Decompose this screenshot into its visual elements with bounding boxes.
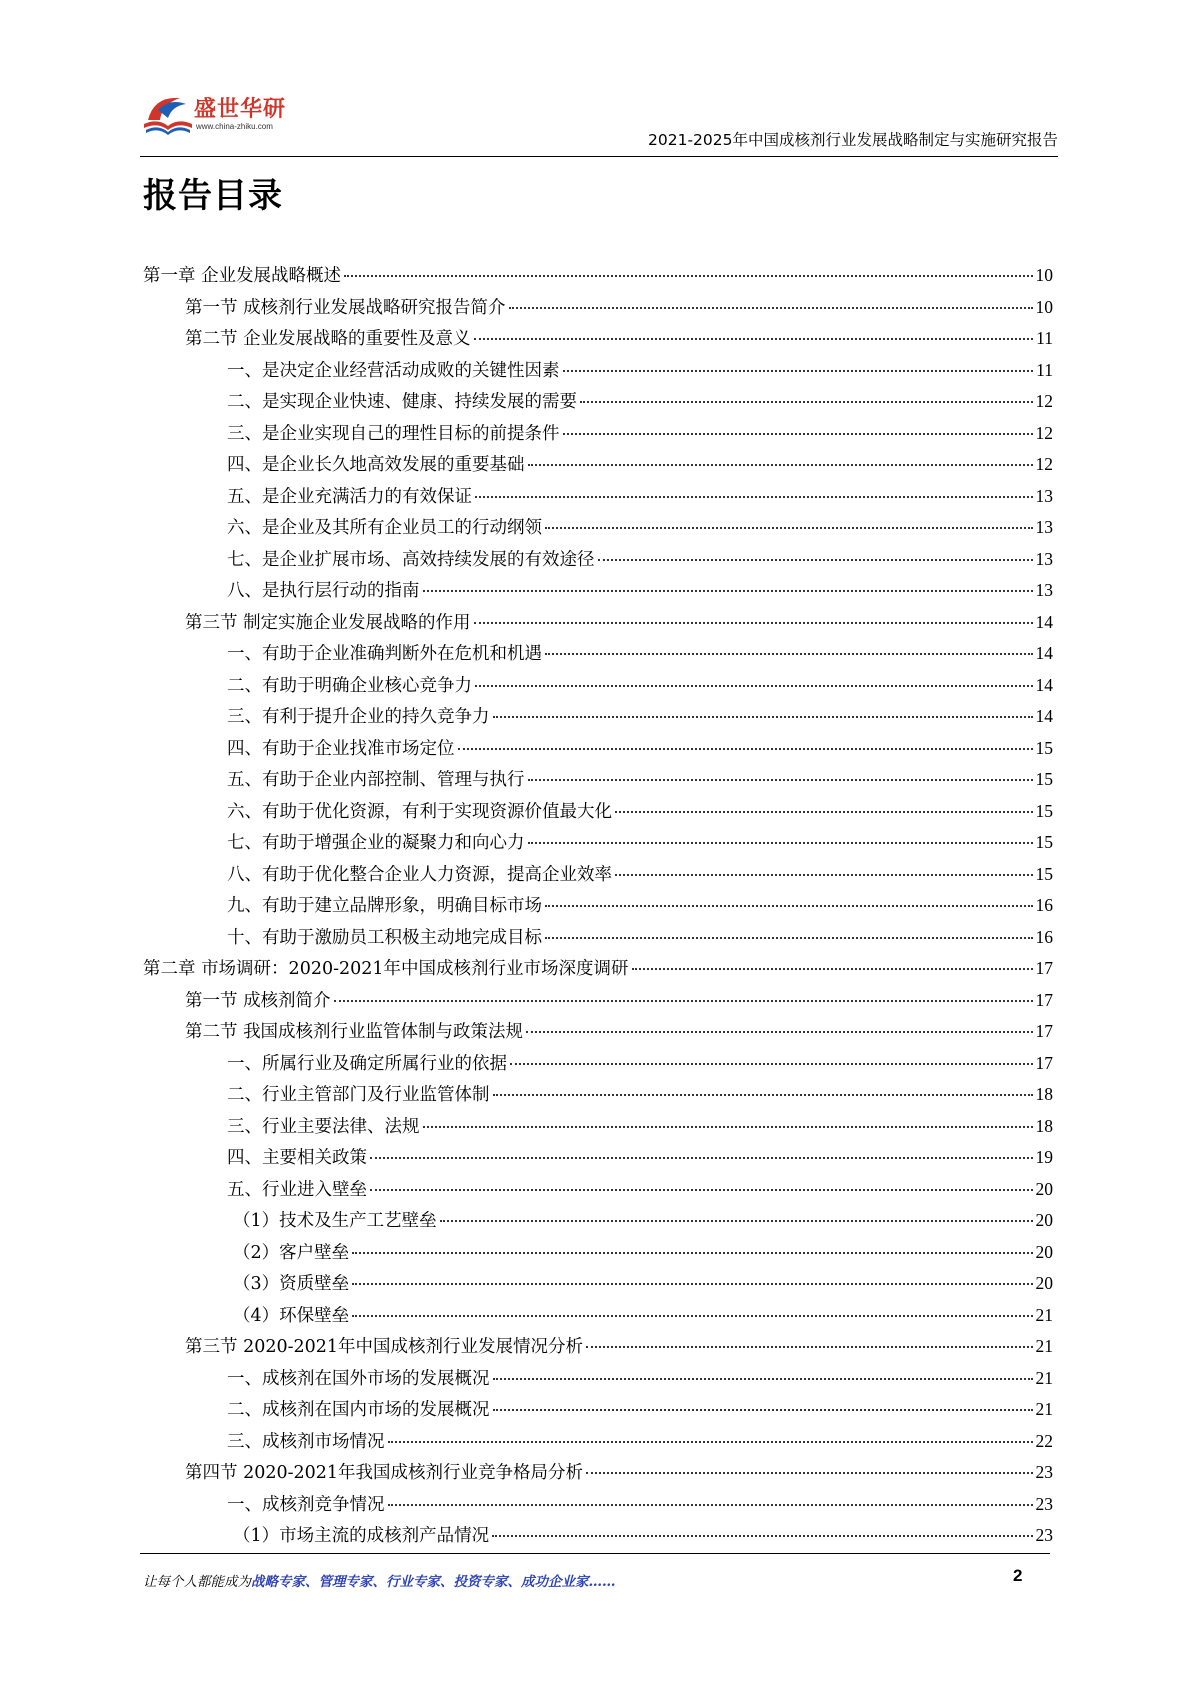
toc-entry-page: 21 <box>1035 1336 1053 1356</box>
toc-entry[interactable] <box>143 1522 1053 1554</box>
toc-entry-title: 第一章 企业发展战略概述 <box>143 266 342 286</box>
toc-entry-page: 11 <box>1036 328 1053 348</box>
toc-leader-dots <box>545 527 1033 529</box>
toc-leader-dots <box>528 842 1033 844</box>
toc-entry-page: 23 <box>1035 1493 1053 1514</box>
toc-entry-title: （3）资质壁垒 <box>233 1274 350 1294</box>
page-number: 2 <box>1013 1566 1023 1585</box>
toc-entry[interactable] <box>143 1428 1053 1460</box>
toc-entry-title: 第二节 我国成核剂行业监管体制与政策法规 <box>185 1022 524 1042</box>
toc-entry-page: 22 <box>1035 1430 1053 1451</box>
toc-leader-dots <box>492 1535 1032 1537</box>
toc-entry-title: 一、有助于企业准确判断外在危机和机遇 <box>227 644 542 664</box>
toc-leader-dots <box>586 1472 1032 1474</box>
toc-leader-dots <box>493 1409 1033 1411</box>
toc-entry[interactable] <box>143 514 1053 546</box>
toc-entry-title: 第一节 成核剂行业发展战略研究报告简介 <box>185 297 506 318</box>
toc-leader-dots <box>615 874 1033 876</box>
toc-entry[interactable] <box>143 987 1053 1019</box>
toc-entry-title: 五、有助于企业内部控制、管理与执行 <box>227 770 525 790</box>
toc-entry-page: 13 <box>1035 548 1053 569</box>
toc-entry-title: 三、有利于提升企业的持久竞争力 <box>227 707 490 727</box>
toc-leader-dots <box>352 1252 1032 1254</box>
toc-entry-title: （2）客户壁垒 <box>233 1242 350 1263</box>
toc-leader-dots <box>458 748 1033 750</box>
footer-slogan <box>143 1570 616 1590</box>
brand-name: 盛世华研 <box>194 97 287 122</box>
toc-entry-page: 14 <box>1035 706 1053 726</box>
toc-leader-dots <box>586 1346 1032 1348</box>
toc-entry-title: 三、行业主要法律、法规 <box>227 1116 420 1137</box>
company-logo <box>140 84 310 144</box>
toc-leader-dots <box>344 275 1032 277</box>
toc-entry-title: 第二节 企业发展战略的重要性及意义 <box>185 329 471 349</box>
toc-entry-page: 13 <box>1035 517 1053 537</box>
toc-entry[interactable] <box>143 420 1053 452</box>
toc-entry-title: 一、是决定企业经营活动成败的关键性因素 <box>227 360 560 381</box>
toc-entry-title: 二、成核剂在国内市场的发展概况 <box>227 1400 490 1420</box>
toc-entry-page: 16 <box>1035 926 1053 947</box>
toc-entry-title: 二、是实现企业快速、健康、持续发展的需要 <box>227 392 577 412</box>
page-title: 报告目录 <box>143 176 283 216</box>
toc-entry-page: 18 <box>1035 1084 1053 1104</box>
footer-slogan-lead: 让每个人都能成为 <box>143 1574 251 1590</box>
toc-entry[interactable] <box>143 1365 1053 1397</box>
toc-entry-page: 21 <box>1035 1304 1053 1325</box>
toc-entry[interactable] <box>143 577 1053 609</box>
toc-entry-page: 17 <box>1035 989 1053 1010</box>
toc-leader-dots <box>388 1504 1033 1506</box>
toc-entry-page: 17 <box>1035 1052 1053 1073</box>
toc-entry-title: 四、有助于企业找准市场定位 <box>227 738 455 759</box>
toc-leader-dots <box>528 779 1033 781</box>
toc-entry[interactable] <box>143 829 1053 861</box>
toc-entry-page: 15 <box>1035 832 1053 852</box>
toc-entry-title: 四、主要相关政策 <box>227 1148 367 1168</box>
footer-slogan-highlight: 战略专家、管理专家、行业专家、投资专家、成功企业家…… <box>251 1574 616 1590</box>
toc-entry-page: 20 <box>1035 1210 1053 1230</box>
toc-entry-page: 17 <box>1035 958 1053 978</box>
toc-leader-dots <box>510 1063 1033 1065</box>
toc-leader-dots <box>528 464 1033 466</box>
toc-entry[interactable] <box>143 388 1053 420</box>
toc-entry[interactable] <box>143 924 1053 956</box>
toc-entry[interactable] <box>143 483 1053 515</box>
toc-entry-title: 第二章 市场调研：2020-2021年中国成核剂行业市场深度调研 <box>143 959 629 979</box>
toc-entry-page: 17 <box>1035 1021 1053 1041</box>
toc-leader-dots <box>352 1283 1032 1285</box>
toc-entry[interactable] <box>143 1239 1053 1271</box>
toc-leader-dots <box>475 685 1033 687</box>
toc-leader-dots <box>475 496 1033 498</box>
toc-entry-title: 九、有助于建立品牌形象，明确目标市场 <box>227 896 542 916</box>
toc-entry-page: 11 <box>1036 359 1053 380</box>
toc-entry-title: 八、有助于优化整合企业人力资源，提高企业效率 <box>227 864 612 885</box>
toc-entry[interactable] <box>143 892 1053 924</box>
toc-entry-page: 15 <box>1035 769 1053 789</box>
toc-entry-title: 二、行业主管部门及行业监管体制 <box>227 1085 490 1105</box>
toc-entry-title: 三、是企业实现自己的理性目标的前提条件 <box>227 423 560 444</box>
toc-entry-page: 12 <box>1035 454 1053 474</box>
toc-leader-dots <box>545 905 1033 907</box>
toc-leader-dots <box>423 590 1033 592</box>
toc-entry-page: 15 <box>1035 800 1053 821</box>
toc-leader-dots <box>563 370 1034 372</box>
toc-entry-title: 一、成核剂竞争情况 <box>227 1494 385 1515</box>
toc-entry[interactable] <box>143 609 1053 641</box>
page-header <box>140 80 1058 157</box>
toc-entry-page: 20 <box>1035 1273 1053 1293</box>
toc-entry-page: 14 <box>1035 643 1053 663</box>
toc-entry-page: 13 <box>1035 580 1053 600</box>
toc-entry[interactable] <box>143 262 1053 294</box>
toc-entry[interactable] <box>143 766 1053 798</box>
toc-leader-dots <box>509 307 1033 309</box>
toc-entry-page: 20 <box>1035 1241 1053 1262</box>
toc-entry-page: 15 <box>1035 863 1053 884</box>
toc-leader-dots <box>580 401 1033 403</box>
toc-leader-dots <box>545 937 1033 939</box>
toc-entry-page: 21 <box>1035 1367 1053 1388</box>
toc-entry[interactable] <box>143 546 1053 578</box>
toc-entry-page: 14 <box>1035 674 1053 695</box>
toc-entry[interactable] <box>143 357 1053 389</box>
toc-leader-dots <box>493 1094 1033 1096</box>
toc-leader-dots <box>388 1441 1033 1443</box>
book-globe-icon <box>140 90 196 140</box>
toc-leader-dots <box>632 968 1033 970</box>
toc-leader-dots <box>615 811 1033 813</box>
toc-entry[interactable] <box>143 1207 1053 1239</box>
toc-entry-title: 五、行业进入壁垒 <box>227 1179 367 1200</box>
toc-leader-dots <box>545 653 1033 655</box>
toc-entry-title: （1）市场主流的成核剂产品情况 <box>233 1526 490 1546</box>
report-title: 2021-2025年中国成核剂行业发展战略制定与实施研究报告 <box>648 131 1058 149</box>
toc-entry-page: 14 <box>1035 611 1053 632</box>
toc-entry-page: 10 <box>1035 296 1053 317</box>
toc-entry-title: 五、是企业充满活力的有效保证 <box>227 486 472 507</box>
toc-entry-page: 18 <box>1035 1115 1053 1136</box>
toc-entry[interactable] <box>143 640 1053 672</box>
toc-entry[interactable] <box>143 1302 1053 1334</box>
table-of-contents <box>143 262 1053 1554</box>
toc-entry[interactable] <box>143 1081 1053 1113</box>
toc-entry-title: 六、是企业及其所有企业员工的行动纲领 <box>227 518 542 538</box>
toc-entry[interactable] <box>143 325 1053 357</box>
toc-entry-title: （4）环保壁垒 <box>233 1305 350 1326</box>
toc-entry-title: 六、有助于优化资源，有利于实现资源价值最大化 <box>227 801 612 822</box>
toc-entry[interactable] <box>143 451 1053 483</box>
toc-entry[interactable] <box>143 735 1053 767</box>
toc-entry[interactable] <box>143 1459 1053 1491</box>
toc-entry-title: 第四节 2020-2021年我国成核剂行业竞争格局分析 <box>185 1463 584 1483</box>
toc-entry-title: 第一节 成核剂简介 <box>185 990 331 1011</box>
toc-entry[interactable] <box>143 798 1053 830</box>
toc-leader-dots <box>370 1157 1033 1159</box>
toc-entry-page: 20 <box>1035 1178 1053 1199</box>
toc-entry-page: 10 <box>1035 265 1053 285</box>
toc-entry-title: 二、有助于明确企业核心竞争力 <box>227 675 472 696</box>
toc-entry-title: 七、有助于增强企业的凝聚力和向心力 <box>227 833 525 853</box>
toc-entry[interactable] <box>143 1270 1053 1302</box>
toc-entry[interactable] <box>143 1491 1053 1523</box>
toc-entry-page: 12 <box>1035 422 1053 443</box>
toc-entry-page: 21 <box>1035 1399 1053 1419</box>
toc-entry-title: 八、是执行层行动的指南 <box>227 581 420 601</box>
footer-divider <box>140 1553 1050 1554</box>
toc-entry[interactable] <box>143 955 1053 987</box>
toc-entry[interactable] <box>143 672 1053 704</box>
toc-leader-dots <box>474 338 1034 340</box>
toc-leader-dots <box>493 1378 1033 1380</box>
toc-entry-title: 十、有助于激励员工积极主动地完成目标 <box>227 927 542 948</box>
toc-entry[interactable] <box>143 1333 1053 1365</box>
toc-entry-page: 13 <box>1035 485 1053 506</box>
brand-url: www.china-zhiku.com <box>196 122 273 131</box>
toc-leader-dots <box>563 433 1033 435</box>
toc-entry[interactable] <box>143 294 1053 326</box>
toc-entry-title: 第三节 2020-2021年中国成核剂行业发展情况分析 <box>185 1337 584 1357</box>
toc-entry-title: 三、成核剂市场情况 <box>227 1431 385 1452</box>
toc-leader-dots <box>598 559 1033 561</box>
toc-entry-title: 一、所属行业及确定所属行业的依据 <box>227 1053 507 1074</box>
toc-entry-title: 第三节 制定实施企业发展战略的作用 <box>185 612 471 633</box>
toc-leader-dots <box>352 1315 1032 1317</box>
toc-leader-dots <box>493 716 1033 718</box>
toc-entry[interactable] <box>143 1113 1053 1145</box>
toc-entry-title: 四、是企业长久地高效发展的重要基础 <box>227 455 525 475</box>
toc-entry[interactable] <box>143 1396 1053 1428</box>
toc-entry-title: 一、成核剂在国外市场的发展概况 <box>227 1368 490 1389</box>
toc-entry-page: 15 <box>1035 737 1053 758</box>
toc-entry[interactable] <box>143 703 1053 735</box>
toc-leader-dots <box>474 622 1033 624</box>
toc-leader-dots <box>440 1220 1033 1222</box>
toc-entry-page: 19 <box>1035 1147 1053 1167</box>
toc-entry[interactable] <box>143 1176 1053 1208</box>
toc-entry-page: 12 <box>1035 391 1053 411</box>
toc-entry[interactable] <box>143 861 1053 893</box>
toc-leader-dots <box>526 1031 1032 1033</box>
toc-entry[interactable] <box>143 1050 1053 1082</box>
toc-entry[interactable] <box>143 1144 1053 1176</box>
toc-entry[interactable] <box>143 1018 1053 1050</box>
toc-entry-page: 23 <box>1035 1462 1053 1482</box>
toc-entry-page: 16 <box>1035 895 1053 915</box>
toc-entry-title: （1）技术及生产工艺壁垒 <box>233 1211 437 1231</box>
toc-leader-dots <box>423 1126 1033 1128</box>
toc-leader-dots <box>334 1000 1033 1002</box>
toc-leader-dots <box>370 1189 1033 1191</box>
toc-entry-page: 23 <box>1035 1525 1053 1545</box>
toc-entry-title: 七、是企业扩展市场、高效持续发展的有效途径 <box>227 549 595 570</box>
